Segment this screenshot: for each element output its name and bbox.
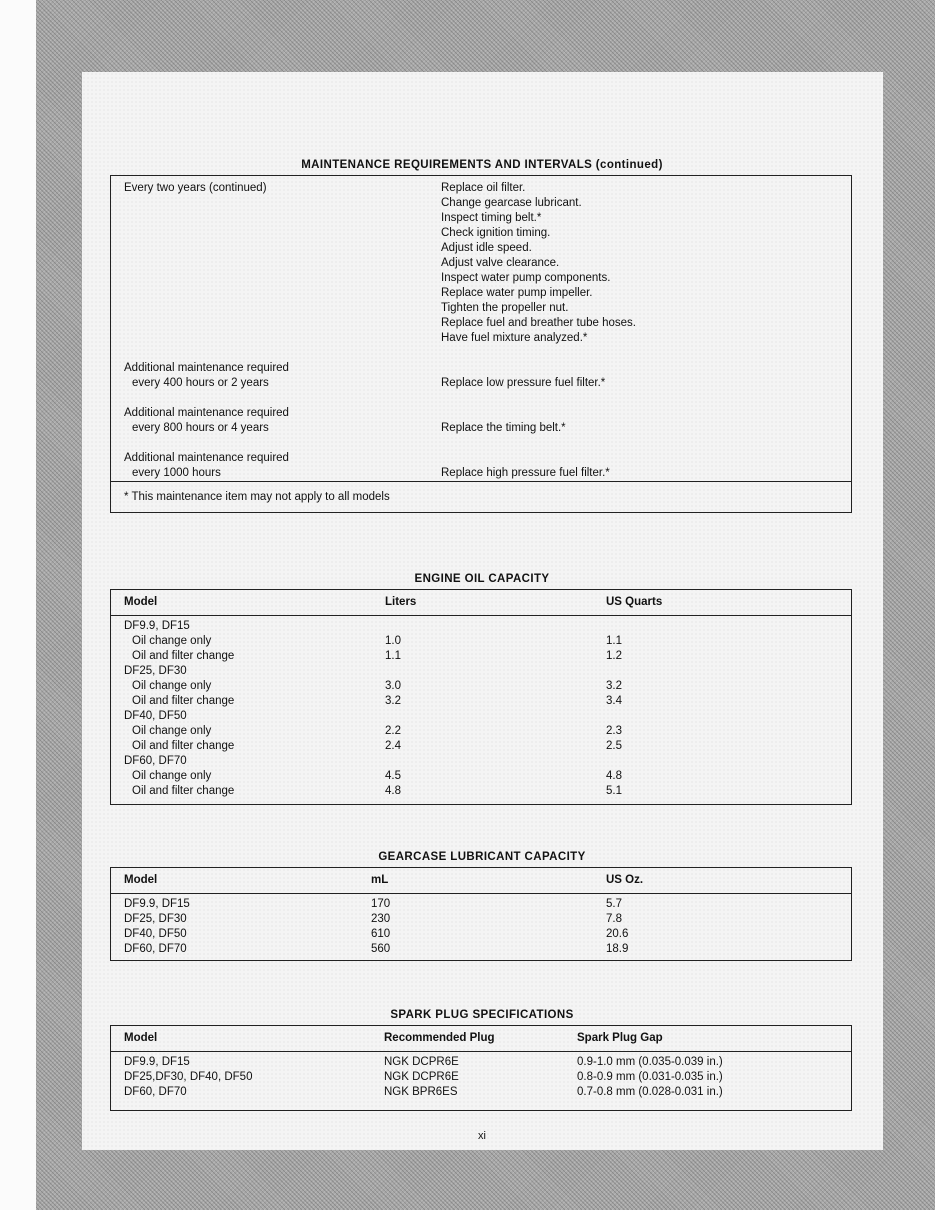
interval-label-line <box>124 241 434 256</box>
engine_oil-row <box>111 754 851 769</box>
engine_oil-cell: DF40, DF50 <box>124 710 187 722</box>
maintenance-table <box>110 175 852 513</box>
maintenance-title: MAINTENANCE REQUIREMENTS AND INTERVALS (continued) <box>301 159 663 171</box>
gearcase-title: GEARCASE LUBRICANT CAPACITY <box>378 851 586 863</box>
interval-label-line <box>124 211 434 226</box>
engine_oil-cell: 2.4 <box>385 740 401 752</box>
engine-oil-header-rule <box>111 615 851 616</box>
gearcase-cell: 560 <box>371 943 391 955</box>
engine_oil-cell: Oil change only <box>132 725 212 737</box>
gearcase-header-ml: mL <box>371 874 389 886</box>
engine_oil-cell: DF9.9, DF15 <box>124 620 190 632</box>
engine_oil-cell: Oil and filter change <box>132 650 235 662</box>
gearcase-cell: 170 <box>371 898 391 910</box>
engine_oil-cell: 3.2 <box>385 695 401 707</box>
engine_oil-cell: 2.3 <box>606 725 622 737</box>
maintenance-task: Adjust idle speed. <box>441 242 532 254</box>
spark-plug-rows <box>111 1055 851 1100</box>
engine_oil-row <box>111 649 851 664</box>
maintenance-task: Inspect water pump components. <box>441 272 611 284</box>
spark_plug-cell: 0.7-0.8 mm (0.028-0.031 in.) <box>577 1086 723 1098</box>
footnote-divider <box>111 481 851 482</box>
gearcase-cell: 7.8 <box>606 913 622 925</box>
spark-plug-table <box>110 1025 852 1111</box>
maintenance-task: Adjust valve clearance. <box>441 257 560 269</box>
maintenance-task: Replace oil filter. <box>441 182 526 194</box>
engine_oil-cell: Oil change only <box>132 770 212 782</box>
gearcase-row <box>111 912 851 927</box>
maintenance-task: Replace water pump impeller. <box>441 287 593 299</box>
page-number: xi <box>478 1130 486 1142</box>
engine_oil-cell: 1.1 <box>606 635 622 647</box>
gearcase-row <box>111 942 851 957</box>
interval-label-line: Additional maintenance required <box>124 362 289 374</box>
interval-label-line <box>124 331 434 346</box>
maintenance-interval-column <box>124 181 434 481</box>
spark-header-plug: Recommended Plug <box>384 1032 495 1044</box>
maintenance-task-column <box>441 181 841 481</box>
engine_oil-cell: 4.8 <box>606 770 622 782</box>
gearcase-cell: DF60, DF70 <box>124 943 187 955</box>
interval-label-line: every 800 hours or 4 years <box>132 422 269 434</box>
engine_oil-cell: 3.4 <box>606 695 622 707</box>
gearcase-row <box>111 897 851 912</box>
gearcase-cell: 610 <box>371 928 391 940</box>
maintenance-task: Inspect timing belt.* <box>441 212 542 224</box>
spacer <box>441 346 841 361</box>
maintenance-task: Replace high pressure fuel filter.* <box>441 467 610 479</box>
engine_oil-cell: Oil and filter change <box>132 740 235 752</box>
interval-label-line: every 400 hours or 2 years <box>132 377 269 389</box>
engine_oil-row <box>111 784 851 799</box>
gearcase-cell: 230 <box>371 913 391 925</box>
maintenance-task <box>441 451 841 466</box>
spacer <box>441 391 841 406</box>
spark-plug-title: SPARK PLUG SPECIFICATIONS <box>390 1009 574 1021</box>
engine_oil-cell: 2.5 <box>606 740 622 752</box>
gearcase-rows <box>111 897 851 957</box>
spark_plug-cell: DF25,DF30, DF40, DF50 <box>124 1071 253 1083</box>
spark_plug-row <box>111 1070 851 1085</box>
gearcase-table <box>110 867 852 961</box>
maintenance-task: Replace fuel and breather tube hoses. <box>441 317 636 329</box>
engine_oil-row <box>111 709 851 724</box>
gearcase-cell: DF40, DF50 <box>124 928 187 940</box>
maintenance-task: Replace low pressure fuel filter.* <box>441 377 606 389</box>
spacer <box>124 436 434 451</box>
engine-oil-header-model: Model <box>124 596 158 608</box>
scan-edge-strip <box>0 0 36 1210</box>
engine-oil-rows <box>111 619 851 799</box>
spark-header-rule <box>111 1051 851 1052</box>
engine_oil-row <box>111 679 851 694</box>
interval-label-line: Every two years (continued) <box>124 182 267 194</box>
spark_plug-cell: DF9.9, DF15 <box>124 1056 190 1068</box>
engine_oil-cell: DF60, DF70 <box>124 755 187 767</box>
gearcase-row <box>111 927 851 942</box>
engine_oil-cell: 4.5 <box>385 770 401 782</box>
engine_oil-cell: DF25, DF30 <box>124 665 187 677</box>
engine_oil-row <box>111 619 851 634</box>
spark_plug-row <box>111 1055 851 1070</box>
engine_oil-cell: 3.2 <box>606 680 622 692</box>
maintenance-task <box>441 406 841 421</box>
interval-label-line: Additional maintenance required <box>124 452 289 464</box>
engine_oil-row <box>111 634 851 649</box>
engine_oil-cell: Oil change only <box>132 680 212 692</box>
gearcase-cell: DF25, DF30 <box>124 913 187 925</box>
interval-label-line: Additional maintenance required <box>124 407 289 419</box>
maintenance-task: Check ignition timing. <box>441 227 551 239</box>
spark_plug-cell: DF60, DF70 <box>124 1086 187 1098</box>
interval-label-line <box>124 196 434 211</box>
engine-oil-header-liters: Liters <box>385 596 417 608</box>
engine_oil-cell: 1.2 <box>606 650 622 662</box>
engine-oil-table <box>110 589 852 805</box>
engine_oil-cell: 5.1 <box>606 785 622 797</box>
spacer <box>124 391 434 406</box>
maintenance-task: Change gearcase lubricant. <box>441 197 582 209</box>
maintenance-task: Tighten the propeller nut. <box>441 302 569 314</box>
interval-label-line <box>124 256 434 271</box>
engine-oil-header-quarts: US Quarts <box>606 596 663 608</box>
gearcase-cell: 5.7 <box>606 898 622 910</box>
engine_oil-cell: Oil and filter change <box>132 785 235 797</box>
spark_plug-cell: NGK BPR6ES <box>384 1086 458 1098</box>
engine_oil-row <box>111 739 851 754</box>
engine_oil-row <box>111 724 851 739</box>
gearcase-header-model: Model <box>124 874 158 886</box>
engine_oil-row <box>111 694 851 709</box>
spark_plug-cell: NGK DCPR6E <box>384 1071 459 1083</box>
spark_plug-row <box>111 1085 851 1100</box>
interval-label-line <box>124 286 434 301</box>
interval-label-line <box>124 226 434 241</box>
spark_plug-cell: 0.9-1.0 mm (0.035-0.039 in.) <box>577 1056 723 1068</box>
gearcase-header-oz: US Oz. <box>606 874 644 886</box>
engine_oil-cell: Oil and filter change <box>132 695 235 707</box>
engine_oil-cell: 1.1 <box>385 650 401 662</box>
gearcase-cell: DF9.9, DF15 <box>124 898 190 910</box>
engine_oil-cell: 3.0 <box>385 680 401 692</box>
engine_oil-cell: Oil change only <box>132 635 212 647</box>
interval-label-line: every 1000 hours <box>132 467 221 479</box>
maintenance-task <box>441 361 841 376</box>
spark-header-model: Model <box>124 1032 158 1044</box>
spacer <box>441 436 841 451</box>
gearcase-header-rule <box>111 893 851 894</box>
spark_plug-cell: NGK DCPR6E <box>384 1056 459 1068</box>
engine_oil-row <box>111 769 851 784</box>
engine_oil-row <box>111 664 851 679</box>
interval-label-line <box>124 271 434 286</box>
engine_oil-cell: 2.2 <box>385 725 401 737</box>
gearcase-cell: 18.9 <box>606 943 629 955</box>
spacer <box>124 346 434 361</box>
spark_plug-cell: 0.8-0.9 mm (0.031-0.035 in.) <box>577 1071 723 1083</box>
spark-header-gap: Spark Plug Gap <box>577 1032 663 1044</box>
interval-label-line <box>124 301 434 316</box>
maintenance-footnote: * This maintenance item may not apply to all models <box>124 491 390 503</box>
engine-oil-title: ENGINE OIL CAPACITY <box>414 573 550 585</box>
engine_oil-cell: 4.8 <box>385 785 401 797</box>
engine_oil-cell: 1.0 <box>385 635 401 647</box>
maintenance-task: Have fuel mixture analyzed.* <box>441 332 588 344</box>
gearcase-cell: 20.6 <box>606 928 629 940</box>
maintenance-task: Replace the timing belt.* <box>441 422 566 434</box>
interval-label-line <box>124 316 434 331</box>
